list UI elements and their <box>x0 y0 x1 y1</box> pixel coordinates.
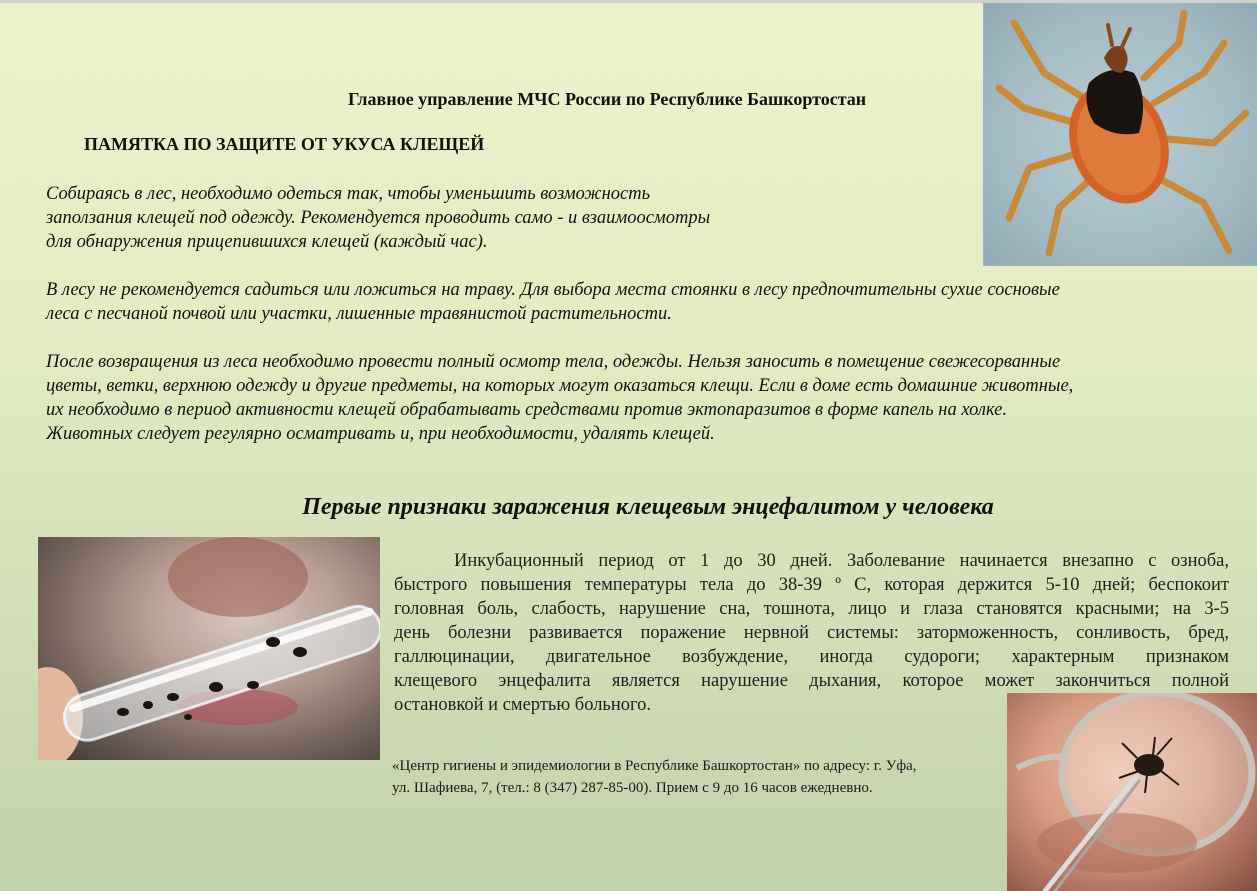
text-line: Животных следует регулярно осматривать и, при необходимости, удалять клещей. <box>46 424 715 444</box>
symptoms-title: Первые признаки заражения клещевым энцефалитом у человека <box>302 494 994 520</box>
text-line: галлюцинации, двигательное возбуждение, иногда судороги; характерным признаком <box>394 647 1229 667</box>
text-line: головная боль, слабость, нарушение сна, тошнота, лицо и глаза становятся красными; на 3-5 <box>394 599 1229 619</box>
memo-title: ПАМЯТКА ПО ЗАЩИТЕ ОТ УКУСА КЛЕЩЕЙ <box>84 134 485 154</box>
text-line: остановкой и смертью больного. <box>394 695 652 715</box>
text-line: быстрого повышения температуры тела до 38-39 º С, которая держится 5-10 дней; беспокоит <box>394 575 1229 595</box>
text-line: ул. Шафиева, 7, (тел.: 8 (347) 287-85-00). Прием с 9 до 16 часов ежедневно. <box>392 780 873 796</box>
advice-paragraph-3 <box>46 350 1073 446</box>
text-line: Собираясь в лес, необходимо одеться так, чтобы уменьшить возможность <box>46 184 651 204</box>
contact-info <box>392 755 917 799</box>
advice-paragraph-1 <box>46 182 710 254</box>
text-line: цветы, ветки, верхнюю одежду и другие предметы, на которых могут оказаться клещи. Если в доме есть домашние животные, <box>46 376 1074 396</box>
text-line: для обнаружения прицепившихся клещей (каждый час). <box>46 232 488 252</box>
text-line: леса с песчаной почвой или участки, лишенные травянистой растительности. <box>46 304 672 324</box>
symptoms-text <box>394 549 1229 717</box>
tweezers-image <box>1007 693 1257 891</box>
test-tube-image <box>38 537 380 760</box>
text-line: Инкубационный период от 1 до 30 дней. Заболевание начинается внезапно с озноба, <box>454 551 1229 571</box>
text-line: В лесу не рекомендуется садиться или ложиться на траву. Для выбора места стоянки в лесу предпочтительны сухие сосновые <box>46 280 1060 300</box>
text-line: день болезни развивается поражение нервной системы: заторможенность, сонливость, бред, <box>394 623 1229 643</box>
tick-image <box>983 3 1257 266</box>
text-line: их необходимо в период активности клещей обрабатывать средствами против эктопаразитов в форме капель на холке. <box>46 400 1007 420</box>
organization-title: Главное управление МЧС России по Республике Башкортостан <box>348 89 867 109</box>
text-line: заползания клещей под одежду. Рекомендуется проводить само - и взаимоосмотры <box>46 208 711 228</box>
text-line: «Центр гигиены и эпидемиологии в Республике Башкортостан» по адресу: г. Уфа, <box>392 758 917 774</box>
text-line: клещевого энцефалита является нарушение дыхания, которое может закончиться полной <box>394 671 1229 691</box>
text-line: После возвращения из леса необходимо провести полный осмотр тела, одежды. Нельзя заносить в помещение свежесорванные <box>46 352 1061 372</box>
advice-paragraph-2 <box>46 278 1060 326</box>
